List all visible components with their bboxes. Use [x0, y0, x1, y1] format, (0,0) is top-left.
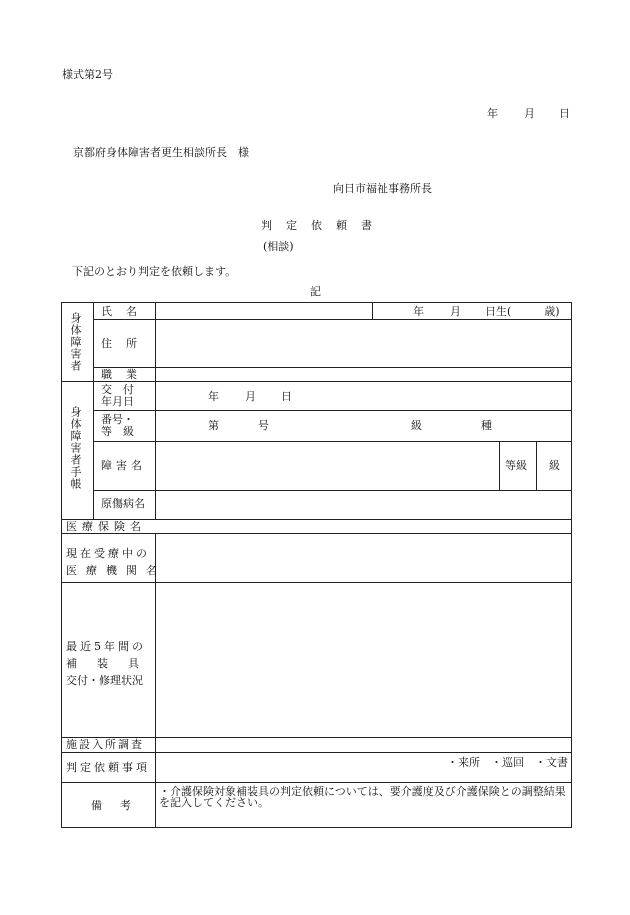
number-kyu: 級 [411, 419, 422, 432]
issue-year: 年 [208, 390, 219, 403]
devices-field[interactable] [156, 583, 570, 736]
addressee: 京都府身体障害者更生相談所長 様 [73, 146, 249, 159]
remarks-text: ・介護保険対象補装具の判定依頼については、要介護度及び介護保険との調整結果を記入してください。 [159, 785, 566, 809]
job-field[interactable] [156, 368, 570, 380]
table-border [61, 302, 572, 303]
grade-unit: 級 [549, 459, 560, 472]
table-divider [61, 381, 572, 382]
job-label: 職業 [101, 368, 151, 381]
table-divider [536, 441, 537, 490]
disability-label: 障害名 [101, 459, 146, 472]
birth-day-age: 日生( 歳) [485, 305, 560, 318]
request-options[interactable]: ・来所 ・巡回 ・文書 [447, 756, 568, 769]
number-label-line1: 番号・ [101, 413, 134, 426]
address-field[interactable] [156, 320, 570, 366]
cause-field[interactable] [156, 491, 570, 518]
request-form-table [61, 302, 572, 828]
table-divider [61, 752, 572, 753]
address-label: 住所 [101, 337, 151, 350]
date-line [487, 108, 498, 119]
sender: 向日市福祉事務所長 [333, 182, 432, 195]
table-divider [93, 410, 572, 411]
current-medical-line2: 医療機関名 [66, 564, 166, 577]
insurance-label: 医療保険名 [66, 520, 146, 533]
table-divider [372, 302, 373, 319]
name-label: 氏名 [101, 305, 151, 318]
section-handbook-label: 身体障害者手帳 [69, 406, 82, 490]
current-medical-field[interactable] [156, 534, 570, 581]
remarks-label: 備考 [91, 799, 149, 812]
ki-mark: 記 [310, 285, 321, 298]
cause-label: 原傷病名 [101, 497, 145, 510]
current-medical-label [66, 545, 166, 579]
birth-month: 月 [450, 305, 461, 318]
document-subtitle: (相談) [263, 240, 294, 253]
issue-day: 日 [281, 390, 292, 403]
devices-line1: 最近5年間の [66, 640, 146, 653]
issue-date-label [101, 384, 134, 408]
table-divider [61, 782, 572, 783]
form-number: 様式第2号 [62, 68, 113, 81]
number-grade-label [101, 414, 134, 438]
document-title: 判定依頼書 [261, 219, 386, 232]
number-shu: 種 [481, 419, 492, 432]
date-year: 年 [487, 107, 498, 120]
request-label: 判定依頼事項 [66, 761, 150, 774]
devices-line3: 交付・修理状況 [66, 674, 143, 687]
disability-field[interactable] [156, 442, 498, 489]
devices-line2: 補装具 [66, 657, 159, 670]
number-label-line2: 等 級 [101, 425, 134, 438]
table-border [61, 827, 572, 828]
date-month: 月 [524, 107, 535, 120]
table-divider [499, 441, 500, 490]
facility-label: 施設入所調査 [66, 738, 144, 751]
issue-month: 月 [245, 390, 256, 403]
issue-label-line1: 交 付 [101, 383, 134, 396]
number-dai: 第 [208, 419, 219, 432]
intro-text: 下記のとおり判定を依頼します。 [72, 265, 237, 278]
number-go: 号 [258, 419, 269, 432]
current-medical-line1: 現在受療中の [66, 547, 150, 560]
section-person-label: 身体障害者 [69, 312, 82, 372]
date-day: 日 [559, 107, 570, 120]
name-field[interactable] [156, 304, 371, 318]
grade-label: 等級 [505, 459, 527, 472]
issue-label-line2: 年月日 [101, 395, 134, 408]
insurance-field[interactable] [156, 520, 570, 532]
birth-year: 年 [413, 305, 424, 318]
devices-label [66, 638, 159, 689]
facility-field[interactable] [156, 738, 570, 751]
